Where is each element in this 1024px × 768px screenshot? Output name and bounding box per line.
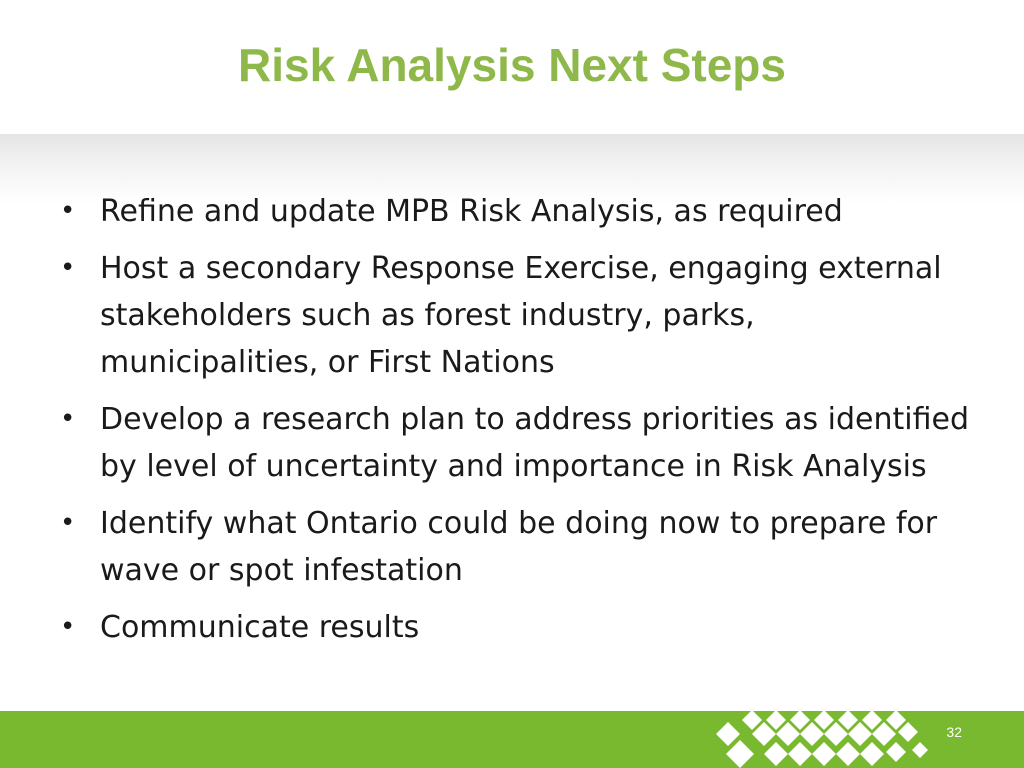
page-number: 32	[946, 724, 962, 740]
slide-title: Risk Analysis Next Steps	[238, 39, 786, 91]
bullet-item	[58, 396, 978, 490]
bullet-text: Identify what Ontario could be doing now to prepare for wave or spot infestation	[100, 506, 938, 588]
bullet-item	[58, 245, 978, 386]
bullet-marker: •	[60, 508, 76, 538]
bullet-marker: •	[60, 253, 76, 283]
bullet-item	[58, 604, 978, 651]
bullet-list	[58, 188, 978, 651]
bullet-text: Refine and update MPB Risk Analysis, as required	[100, 194, 843, 229]
bullet-marker: •	[60, 404, 76, 434]
bullet-text: Develop a research plan to address priorities as identified by level of uncertainty and importance in Risk Analysis	[100, 402, 969, 484]
bullet-item	[58, 188, 978, 235]
content-area	[58, 188, 978, 661]
diamond-lattice-icon	[712, 708, 942, 768]
bullet-marker: •	[60, 196, 76, 226]
bullet-text: Host a secondary Response Exercise, engaging external stakeholders such as forest industry, parks, municipalities, or First Nations	[100, 251, 942, 380]
bullet-text: Communicate results	[100, 610, 420, 645]
bullet-marker: •	[60, 612, 76, 642]
bullet-item	[58, 500, 978, 594]
